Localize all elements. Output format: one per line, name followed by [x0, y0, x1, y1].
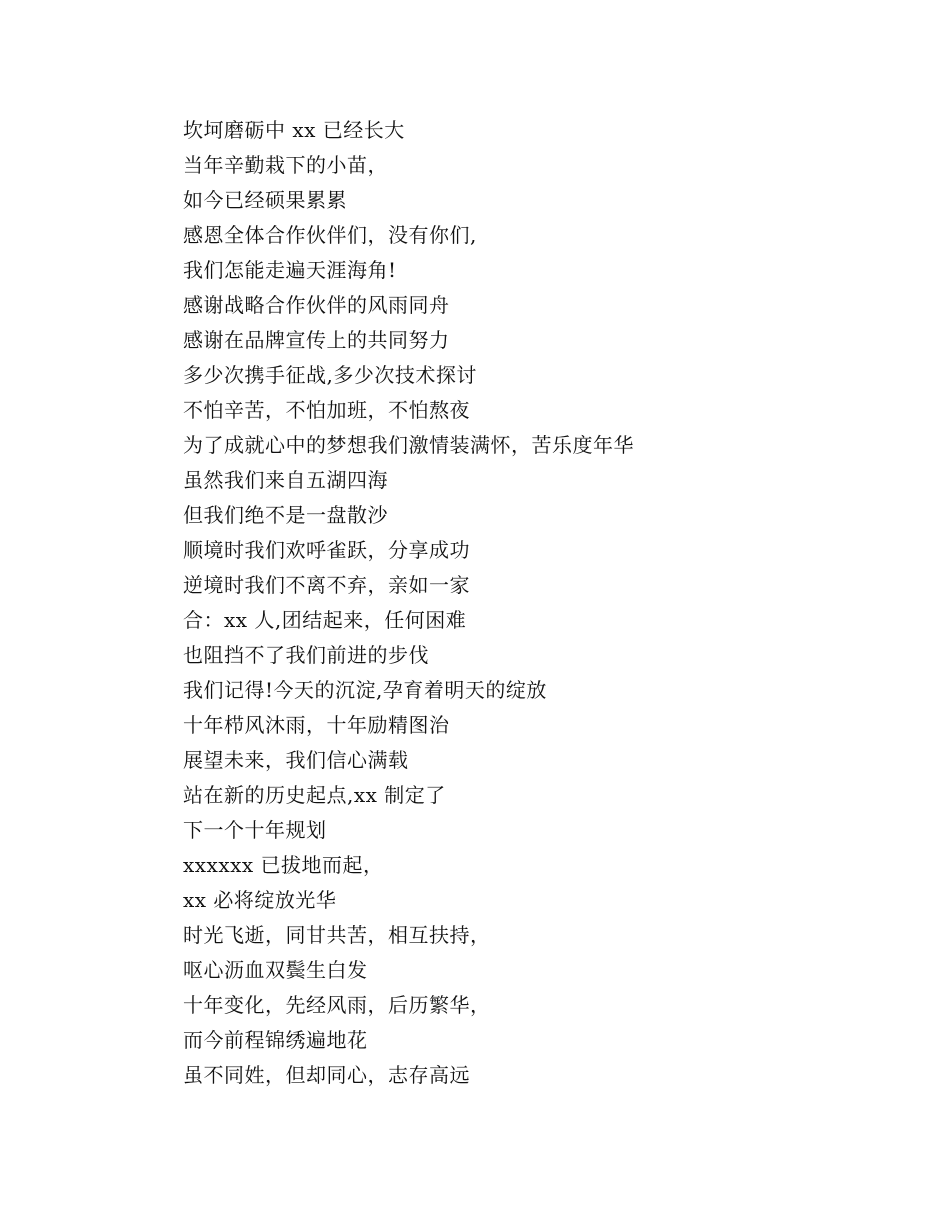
text-line: 多少次携手征战,多少次技术探讨: [183, 363, 477, 387]
text-line: 当年辛勤栽下的小苗，: [183, 153, 388, 177]
text-line: 呕心沥血双鬓生白发: [183, 958, 368, 982]
text-line: 也阻挡不了我们前进的步伐: [183, 643, 429, 667]
text-line: 展望未来，我们信心满载: [183, 748, 409, 772]
text-line: 不怕辛苦，不怕加班，不怕熬夜: [183, 398, 470, 422]
poem-text-block: [183, 113, 903, 1093]
text-line: 下一个十年规划: [183, 818, 327, 842]
text-line: 站在新的历史起点,xx 制定了: [183, 783, 446, 807]
text-line: 感谢战略合作伙伴的风雨同舟: [183, 293, 450, 317]
text-line: xx 必将绽放光华: [183, 888, 337, 912]
text-line: 坎坷磨砺中 xx 已经长大: [183, 118, 405, 142]
text-line: 但我们绝不是一盘散沙: [183, 503, 388, 527]
text-line: 合：xx 人,团结起来，任何困难: [183, 608, 467, 632]
text-line: 虽然我们来自五湖四海: [183, 468, 388, 492]
text-line: 感恩全体合作伙伴们，没有你们,: [183, 223, 477, 247]
text-line: 十年变化，先经风雨，后历繁华，: [183, 993, 491, 1017]
text-line: 而今前程锦绣遍地花: [183, 1028, 368, 1052]
text-line: 顺境时我们欢呼雀跃，分享成功: [183, 538, 470, 562]
text-line: 逆境时我们不离不弃，亲如一家: [183, 573, 470, 597]
text-line: 十年栉风沐雨，十年励精图治: [183, 713, 450, 737]
text-line: 我们怎能走遍天涯海角!: [183, 258, 397, 282]
text-line: 我们记得!今天的沉淀,孕育着明天的绽放: [183, 678, 547, 702]
text-line: 感谢在品牌宣传上的共同努力: [183, 328, 450, 352]
text-line: xxxxxx 已拔地而起，: [183, 853, 384, 877]
text-line: 如今已经硕果累累: [183, 188, 347, 212]
text-line: 为了成就心中的梦想我们激情装满怀，苦乐度年华: [183, 433, 634, 457]
text-line: 虽不同姓，但却同心，志存高远: [183, 1063, 470, 1087]
text-line: 时光飞逝，同甘共苦，相互扶持，: [183, 923, 491, 947]
